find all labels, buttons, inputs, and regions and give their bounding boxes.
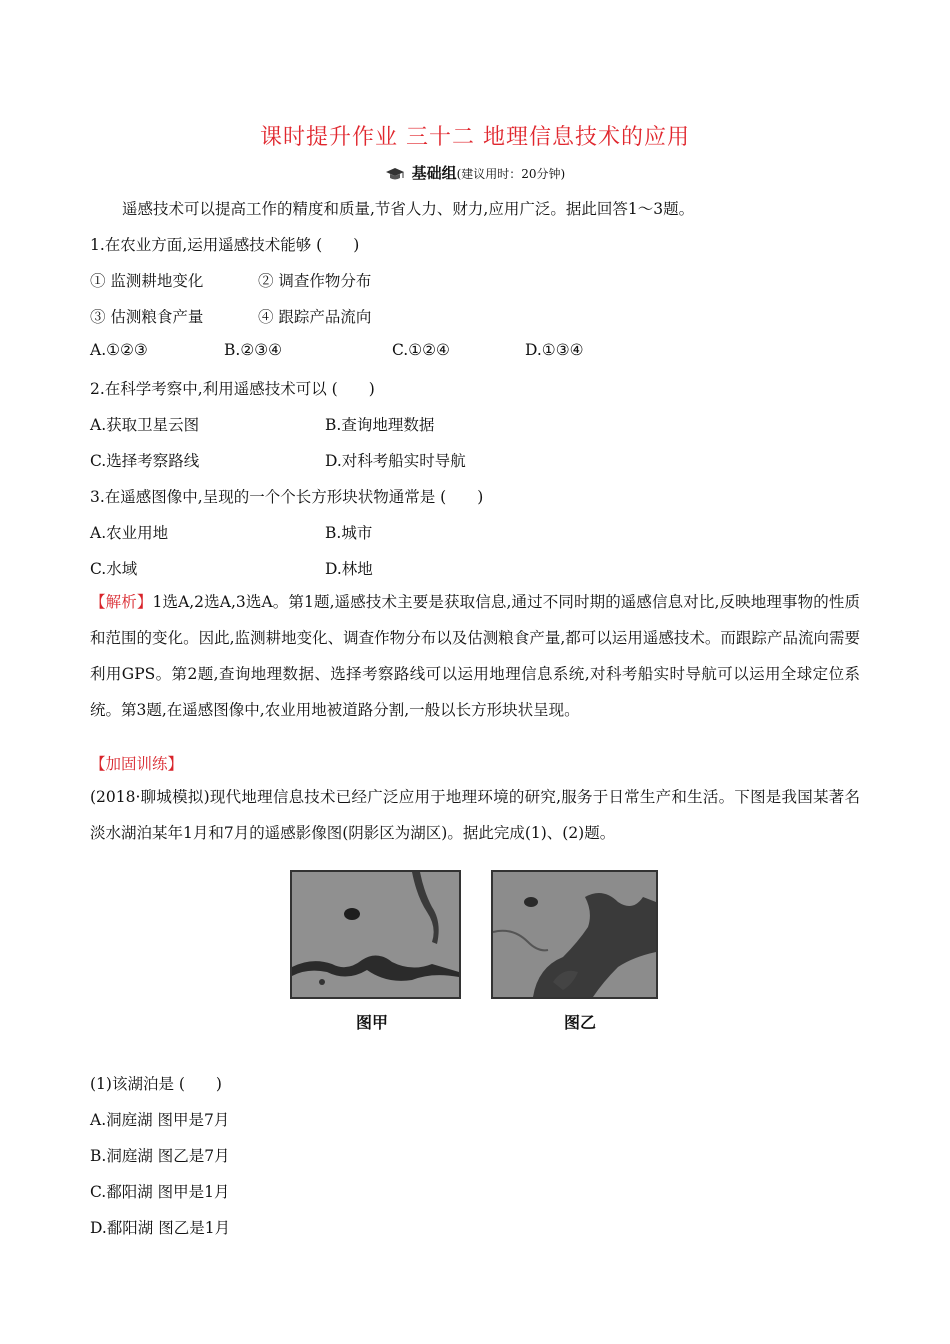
q3-option-a: A.农业用地 [90, 524, 169, 542]
lake-jia-shape [292, 872, 459, 997]
q3-option-d: D.林地 [325, 560, 373, 578]
q2-option-b: B.查询地理数据 [325, 416, 435, 434]
sub1-option-b: B.洞庭湖 图乙是7月 [90, 1147, 230, 1165]
q1-item-4: ④ 跟踪产品流向 [258, 308, 372, 326]
section-header [0, 162, 950, 183]
sub1-option-a: A.洞庭湖 图甲是7月 [90, 1111, 230, 1129]
q1-option-a: A.①②③ [90, 341, 148, 359]
q1-item-1: ① 监测耕地变化 [90, 272, 204, 290]
sub1-option-d: D.鄱阳湖 图乙是1月 [90, 1219, 231, 1237]
q1-item-2: ② 调查作物分布 [258, 272, 372, 290]
figure-caption-jia: 图甲 [356, 1013, 389, 1032]
q2-option-c: C.选择考察路线 [90, 452, 200, 470]
graduation-cap-icon [385, 167, 405, 181]
q1-option-c: C.①②④ [392, 341, 450, 359]
section-name: 基础组 [411, 164, 457, 182]
question-3-stem: 3.在遥感图像中,呈现的一个个长方形块状物通常是 ( ) [90, 488, 484, 506]
page-title: 课时提升作业 三十二 地理信息技术的应用 [260, 125, 690, 150]
suggested-time: (建议用时：20分钟) [456, 167, 566, 181]
analysis-text: 1选A,2选A,3选A。第1题,遥感技术主要是获取信息,通过不同时期的遥感信息对比,反映地理事物的性质和范围的变化。因此,监测耕地变化、调查作物分布以及估测粮食产量,都可以运用遥感技术。而跟踪产品流向需要利用GPS。第2题,查询地理数据、选择考察路线可以运用地理信息系统,对科考船实时导航可以运用全球定位系统。第3题,在遥感图像中,农业用地被道路分割,一般以长方形块状呈现。 [90, 593, 860, 719]
question-1-stem: 1.在农业方面,运用遥感技术能够 ( ) [90, 236, 360, 254]
sub1-option-c: C.鄱阳湖 图甲是1月 [90, 1183, 230, 1201]
extra-training-text: (2018·聊城模拟)现代地理信息技术已经广泛应用于地理环境的研究,服务于日常生产和生活。下图是我国某著名淡水湖泊某年1月和7月的遥感影像图(阴影区为湖区)。据此完成(1)、(2)题。 [90, 788, 860, 842]
q2-option-d: D.对科考船实时导航 [325, 452, 466, 470]
intro-text: 遥感技术可以提高工作的精度和质量,节省人力、财力,应用广泛。据此回答1～3题。 [122, 200, 695, 218]
analysis-tag: 【解析】 [90, 593, 153, 611]
q1-option-b: B.②③④ [224, 341, 283, 359]
sub-question-1-stem: (1)该湖泊是 ( ) [90, 1075, 222, 1093]
figure-caption-yi: 图乙 [564, 1013, 597, 1032]
analysis-paragraph [90, 584, 860, 728]
remote-sensing-image-jia [290, 870, 461, 999]
q1-option-d: D.①③④ [525, 341, 584, 359]
q3-option-c: C.水域 [90, 560, 138, 578]
question-2-stem: 2.在科学考察中,利用遥感技术可以 ( ) [90, 380, 375, 398]
extra-training-tag: 【加固训练】 [90, 755, 184, 773]
q2-option-a: A.获取卫星云图 [90, 416, 200, 434]
q1-item-3: ③ 估测粮食产量 [90, 308, 204, 326]
remote-sensing-image-yi [491, 870, 658, 999]
lake-yi-shape [493, 872, 656, 997]
q3-option-b: B.城市 [325, 524, 373, 542]
